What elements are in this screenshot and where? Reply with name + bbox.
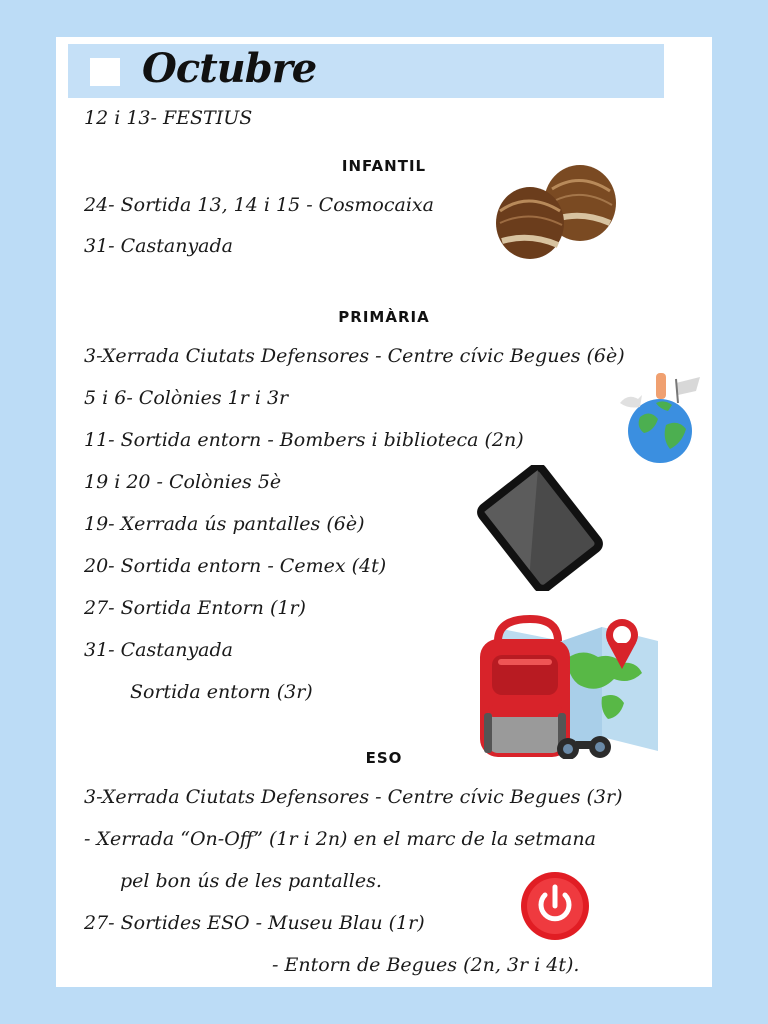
- list-item: - Xerrada “On-Off” (1r i 2n) en el marc de la setmana: [84, 828, 596, 850]
- month-header: [68, 44, 664, 98]
- section-heading-primaria: PRIMÀRIA: [338, 308, 430, 326]
- backpack-map-icon: [472, 613, 662, 759]
- list-item: 3-Xerrada Ciutats Defensores - Centre cívic Begues (3r): [84, 786, 623, 808]
- list-item: 19- Xerrada ús pantalles (6è): [84, 513, 365, 535]
- list-item: - Entorn de Begues (2n, 3r i 4t).: [272, 954, 580, 976]
- list-item: 3-Xerrada Ciutats Defensores - Centre cívic Begues (6è): [84, 345, 625, 367]
- header-checkbox: [90, 58, 120, 86]
- section-heading-infantil: INFANTIL: [341, 157, 427, 175]
- list-item: 27- Sortides ESO - Museu Blau (1r): [84, 912, 425, 934]
- list-item: 5 i 6- Colònies 1r i 3r: [84, 387, 289, 409]
- list-item: Sortida entorn (3r): [130, 681, 313, 703]
- chestnuts-icon: [492, 161, 620, 261]
- list-item: pel bon ús de les pantalles.: [120, 870, 382, 892]
- peace-globe-icon: [616, 369, 712, 465]
- page-title: Octubre: [142, 45, 317, 92]
- list-item: 11- Sortida entorn - Bombers i biblioteca (2n): [84, 429, 524, 451]
- list-item: 20- Sortida entorn - Cemex (4t): [84, 555, 387, 577]
- tablet-icon: [476, 465, 604, 591]
- list-item: 24- Sortida 13, 14 i 15 - Cosmocaixa: [84, 194, 434, 216]
- section-heading-eso: ESO: [365, 749, 403, 767]
- list-item: 31- Castanyada: [84, 235, 234, 257]
- list-item: 31- Castanyada: [84, 639, 234, 661]
- list-item: 27- Sortida Entorn (1r): [84, 597, 306, 619]
- power-button-icon: [518, 869, 592, 943]
- list-item: 19 i 20 - Colònies 5è: [84, 471, 282, 493]
- calendar-card: [56, 37, 712, 987]
- list-item: 12 i 13- FESTIUS: [84, 107, 253, 129]
